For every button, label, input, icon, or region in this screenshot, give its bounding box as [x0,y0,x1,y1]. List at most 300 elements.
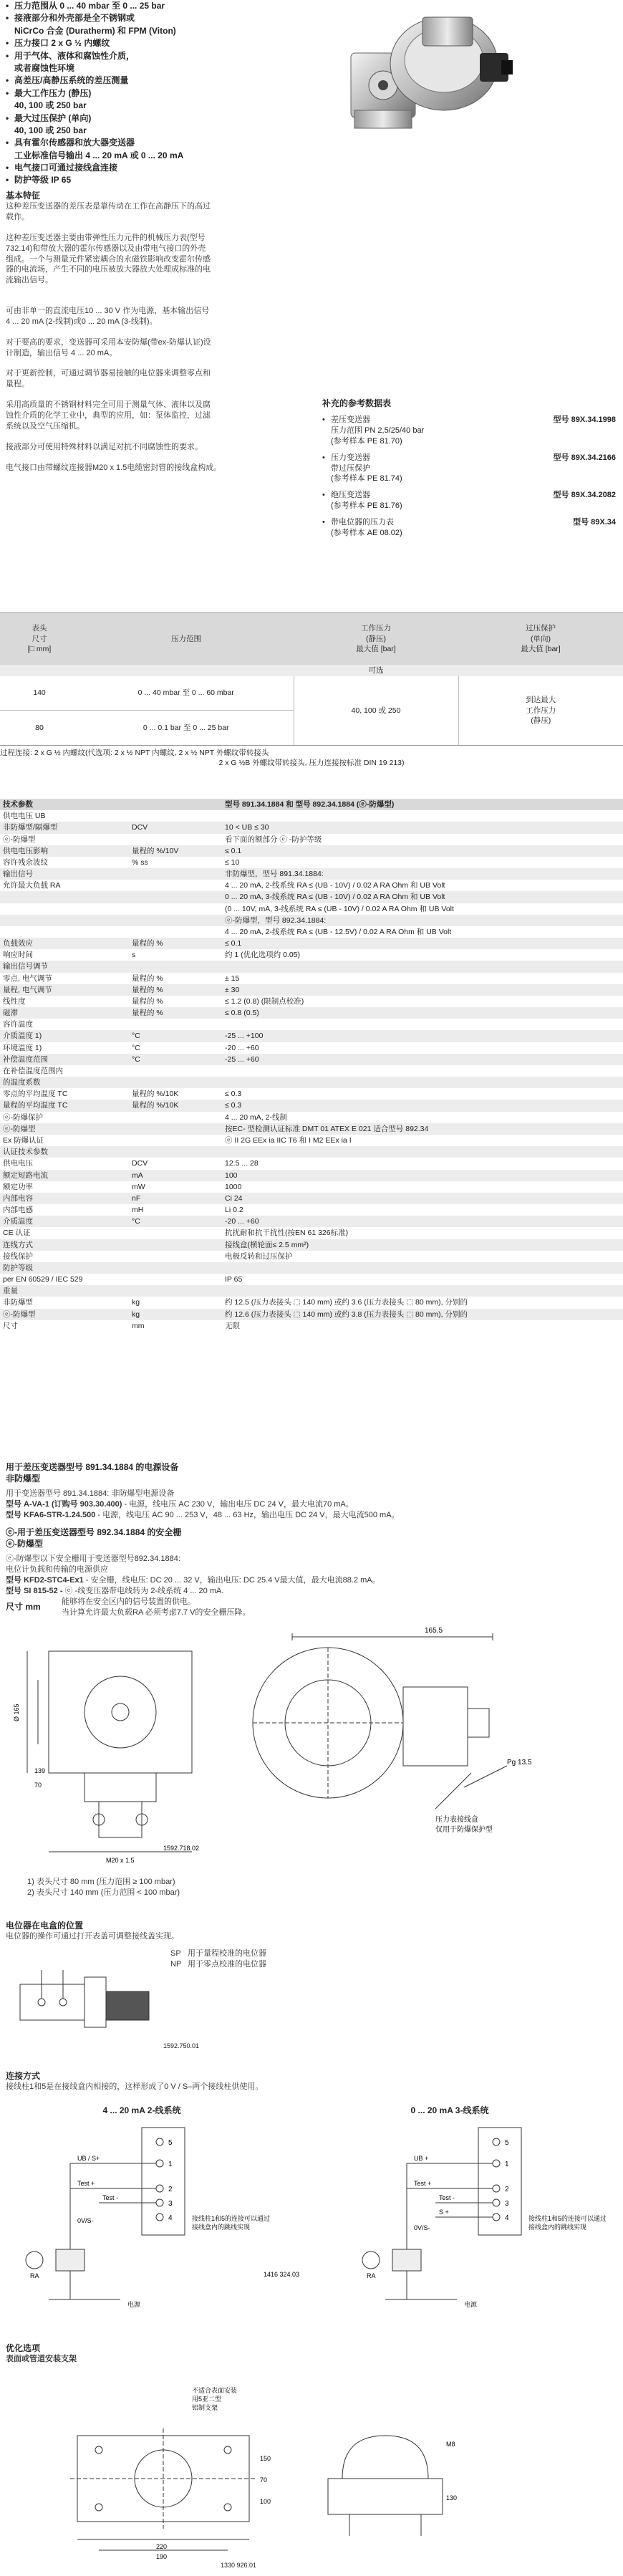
wire-label: Test + [414,2180,432,2187]
spec-cell: kg [132,1309,140,1319]
spec-cell: °C [132,1032,140,1041]
feature-text: 高差压/高静压系统的差压测量 [14,75,129,86]
spec-cell: 100 [225,1171,238,1180]
wire-label: S + [439,2209,449,2216]
spec-row [0,891,623,903]
ref-item [322,415,616,447]
dim-left: 139 [34,1767,46,1774]
spec-cell: 0 ... 20 mA, 3-线系统 RA ≤ (UB - 10V) / 0.02 A RA Ohm 和 UB Volt [225,893,445,902]
bracket-label: 铝制支架 [192,2404,218,2411]
spec-cell [0,915,129,926]
terminal-number: 2 [505,2186,509,2193]
spec-row [0,903,623,915]
spec-cell: 非防爆型 [3,1298,33,1307]
dim-note-mark: 2) [27,1888,34,1897]
spec-row [0,1019,623,1030]
basic-line: 可由非单一的直流电压10 ... 30 V 作为电源，基本输出信号 [6,307,210,316]
feature-text: 压力范围从 0 ... 40 mbar 至 0 ... 25 bar [14,1,165,11]
spec-cell [0,903,129,915]
spec-cell: 接线盒(横轮面≤ 2.5 mm²) [225,1240,309,1249]
drawing-number: 1416 324.03 [264,2271,300,2278]
spec-row [0,1181,623,1193]
feature-sub: NiCrCo 合金 (Duratherm) 和 FPM (Viton) [14,25,176,36]
wiring-desc: 接线柱1和5是在接线盒内相接的，这样形成了0 V / S–两个接线柱供使用。 [6,2082,264,2092]
feature-text: 压力接口 2 x G ½ 内螺纹 [14,38,110,49]
spec-cell: ≤ 10 [225,857,240,867]
terminal-pin [156,2185,163,2192]
terminal-pin [493,2160,500,2167]
wiring-right-title: 0 ... 20 mA 3-线系统 [410,2105,489,2115]
spec-cell [129,1274,222,1285]
spec-cell: °C [132,1043,140,1052]
wiring-title: 连接方式 [6,2071,41,2081]
col-overload: 过压保护 (单向) 最大值 [bar] [521,624,561,653]
spec-cell: Li 0.2 [225,1206,243,1215]
spec-cell: 量程的 % [132,996,163,1006]
spec-cell [129,1227,222,1239]
ref-model: 型号 89X.34 [573,517,616,527]
spec-cell: 量程, 电气调节 [3,985,52,994]
spec-row [0,1227,623,1239]
spec-cell: 按EC- 型检测认证标准 DMT 01 ATEX E 021 适合型号 892.34 [225,1124,429,1133]
spec-cell: CE 认证 [3,1229,31,1238]
basic-features [6,190,321,473]
feature-sub: 40, 100 或 250 bar [14,100,87,111]
col-range: 压力范围 [171,634,201,643]
dim-note [27,1888,180,1898]
spec-cell [129,903,222,915]
bracket-label: 190 [156,2553,168,2560]
spec-cell: ≤ 1.2 (0.8) (限制点校准) [225,996,304,1006]
spec-row [0,984,623,996]
spec-cell: 供电电压 UB [3,812,46,821]
terminal-number: 4 [505,2214,509,2222]
spec-cell [129,1065,222,1077]
pot-drawing [13,1963,199,2049]
spec-cell: °C [132,1217,140,1226]
spec-cell: ⓔ-防爆型 [3,835,36,844]
spec-row [0,1146,623,1158]
basic-line: 组成。一个与测量元件紧密耦合的永磁铁影响改变霍尔传感 [6,254,211,264]
row-range: 0 ... 0.1 bar 至 0 ... 25 bar [143,723,229,732]
spec-cell: 1000 [225,1182,242,1191]
ex-intro: ⓔ-防爆型以下安全栅用于变送器型号892.34.1884: [6,1554,180,1564]
spec-cell [0,891,129,903]
spec-cell: (0 ... 10V, mA, 3-线系统 RA ≤ (UB - 10V) / 0.02 A RA Ohm 和 UB Volt [225,904,454,913]
spec-cell: 连线方式 [3,1240,33,1249]
pot-title: 电位器在电盒的位置 [6,1921,84,1931]
spec-cell: 量程的 %/10K [132,1101,179,1110]
spec-header-right: 型号 891.34.1884 和 型号 892.34.1884 (ⓔ-防爆型) [225,800,395,809]
power-intro: 用于变送器型号 891.34.1884: 非防爆型电源设备 [6,1489,175,1499]
spec-cell: 供电电压 [3,1159,33,1168]
ref-item [322,453,616,485]
basic-line: 器的电流场，产生不同的电压被放大器放大处理成标准的电 [6,265,211,274]
terminal-number: 5 [168,2139,173,2147]
spec-cell [129,1146,222,1158]
dim-note-mark: 1) [27,1878,34,1886]
spec-row [0,1123,623,1135]
spec-cell: 环境温度 1) [3,1043,42,1052]
spec-row [0,857,623,868]
terminal-pin [493,2138,500,2145]
col-work: 工作压力 (静压) 最大值 [bar] [356,624,396,653]
spec-row [0,1170,623,1181]
spec-row [0,822,623,833]
power-title: 用于差压变送器型号 891.34.1884 的电源设备 [6,1462,179,1472]
spec-row [0,1054,623,1065]
feature-item [6,0,321,12]
reference-datasheets [322,398,616,539]
bullet-icon: • [322,415,325,425]
refs-title: 补充的参考数据表 [322,398,392,408]
ref-item [322,517,616,539]
terminal-pin [156,2138,163,2145]
feature-item [6,75,321,87]
basic-line: 采用高质量的不锈钢材料完全可用于测量气体、液体以及腐 [6,400,211,410]
terminal-pin [493,2214,500,2221]
ex-line [6,1586,622,1597]
spec-cell: ⓔ II 2G EEx ia IIC T6 和 I M2 EEx ia I [225,1135,352,1145]
spec-row [0,845,623,857]
feature-item [6,37,321,49]
spec-cell: ⓔ-防爆保护 [3,1112,43,1122]
pot-text: 用于零点校准的电位器 [188,1959,266,1969]
feature-item [6,50,321,75]
spec-row [0,810,623,822]
spec-row [0,1100,623,1111]
wire-note: 接线盒内的跳线实现 [192,2224,251,2231]
wire-note: 接线柱1和5的连接可以通过 [192,2215,271,2222]
spec-row [0,1216,623,1227]
feature-item [6,87,321,112]
spec-cell: -25 ... +60 [225,1054,259,1064]
feature-item [6,162,321,174]
spec-cell: 约 1 (优化选项约 0.05) [225,951,301,960]
wire-label: UB / S+ [77,2155,100,2162]
feature-sub: 工业标准信号输出 4 ... 20 mA 或 0 ... 20 mA [14,150,184,160]
overload-value: 到达最大 工作压力 (静压) [458,676,623,745]
spec-cell: 响应时间 [3,951,33,960]
bullet-icon: • [322,517,325,527]
optional-label: 可选 [368,665,384,675]
spec-cell: mm [132,1321,145,1330]
spec-cell [129,880,222,891]
spec-cell: 介质温度 [3,1217,33,1226]
basic-line [6,453,321,463]
spec-cell [129,926,222,938]
spec-cell: 在补偿温度范围内 [3,1066,63,1075]
spec-cell: 量程的 % [132,939,163,948]
terminal-pin [156,2160,163,2167]
basic-line [6,223,321,233]
ex-line-note: 能够将在安全区内的信号装置的供电。 [62,1597,195,1606]
spec-cell: ≤ 0.1 [225,846,242,855]
spec-cell [222,1019,623,1030]
spec-cell: DCV [132,823,148,832]
options [6,2342,622,2572]
spec-cell: 量程的 %/10V [132,846,179,855]
spec-row [0,1285,623,1297]
wire-label: Test - [439,2194,455,2201]
spec-row [0,1112,623,1123]
terminal-number: 3 [168,2200,173,2208]
spec-cell: 认证技术参数 [3,1148,48,1157]
spec-cell: 供电电压影响 [3,846,48,855]
bullet-icon: • [322,453,325,462]
spec-cell [222,1065,623,1077]
spec-cell: % ss [132,857,148,867]
load-label: RA [367,2272,376,2279]
bracket-label: 150 [260,2455,271,2462]
pressure-range-table [0,612,623,768]
spec-row [0,949,623,961]
dim-left: Ø 165 [13,1703,20,1721]
spec-cell: per EN 60529 / IEC 529 [3,1275,83,1284]
bracket-label: 70 [260,2476,268,2484]
wire-label: Test + [77,2180,95,2187]
spec-cell: 内部电感 [3,1206,33,1215]
basic-line [6,286,321,296]
spec-cell [222,1262,623,1274]
spec-cell: -25 ... +100 [225,1032,264,1041]
spec-cell: ≤ 0.3 [225,1090,242,1099]
dimension-drawing [6,1615,622,1873]
spec-cell [129,810,222,822]
spec-row [0,1158,623,1169]
spec-cell: 尺寸 [3,1321,18,1330]
col-size: 表头 尺寸 [□ mm] [27,624,52,653]
ref-name: 压力变送器 [331,453,370,462]
basic-title: 基本特征 [6,191,41,201]
power-supply [6,1461,622,1618]
spec-cell [129,891,222,903]
basic-line: 对于要高的要求，变送器可采用本安防爆(带ex-防爆认证)设 [6,337,211,347]
spec-row [0,1274,623,1285]
spec-row [0,1077,623,1088]
ref-desc2: (参考样本 PE 81.76) [331,501,402,511]
terminal-pin [156,2199,163,2206]
spec-cell: 看下面的额部分 ⓔ -防护等级 [225,835,322,844]
spec-cell [222,1146,623,1158]
basic-line [6,296,321,306]
ref-desc2: (参考样本 PE 81.74) [331,474,402,484]
spec-cell: 补偿温度范围 [3,1054,48,1064]
wire-label: Test - [102,2194,119,2201]
dim-note [27,1877,180,1888]
basic-line: 这种差压变送器的差压表是靠传动在工作在高静压下的高过 [6,202,211,211]
wire-label: 电源 [464,2301,478,2308]
spec-row [0,1204,623,1216]
drawing-number: 1330 926.01 [221,2562,257,2569]
spec-cell: 防护等级 [3,1263,33,1272]
ref-name: 带电位器的压力表 [331,517,394,527]
power-desc: - 电源，线电压 AC 90 ... 253 V，48 ... 63 Hz，输出电压 DC 24 V，最大电流500 mA。 [95,1511,400,1520]
spec-cell: s [132,951,136,960]
spec-cell: mA [132,1171,143,1180]
spec-cell: 量程的 % [132,974,163,983]
spec-cell: ± 30 [225,985,240,994]
wire-note: 接线盒内的跳线实现 [528,2224,587,2231]
product-photo [337,3,516,146]
connection-note: 过程连接: 2 x G ½ 内螺纹(代选项: 2 x ½ NPT 内螺纹, 2 x ½ NPT 外螺纹带转接头 [0,748,269,757]
bracket-label: 用5亚二型 [192,2395,222,2403]
terminal-number: 4 [168,2214,173,2222]
spec-cell: DCV [132,1159,148,1168]
feature-text: 具有霍尔传感器和放大器变送器 [14,138,135,148]
pot-item [170,1948,266,1959]
spec-cell: 零点, 电气调节 [3,974,52,983]
row-size: 80 [35,723,44,732]
spec-cell: mW [132,1182,145,1191]
ref-name: 差压变送器 [331,415,370,425]
spec-row [0,1007,623,1019]
basic-line: 流输出信号。 [6,276,53,285]
spec-cell [129,1251,222,1262]
wire-label: UB + [414,2155,429,2162]
spec-cell [129,1019,222,1030]
basic-line: 对于更新控制，可通过调节器易接触的电位器来调整零点和 [6,369,211,378]
terminal-number: 5 [505,2139,509,2147]
load-label: RA [30,2272,39,2279]
spec-cell: 接线保护 [3,1251,33,1261]
basic-line: 蚀性介质的化学工业中，典型的应用，如：泵体监控，过滤 [6,411,211,420]
bracket-label: 130 [446,2494,458,2501]
spec-row [0,938,623,949]
feature-item [6,174,321,186]
spec-row [0,973,623,984]
spec-cell: 额定短路电流 [3,1171,48,1180]
spec-cell: 零点的平均温度 TC [3,1090,68,1099]
refs-list [322,415,616,538]
spec-cell [222,961,623,972]
row-range: 0 ... 40 mbar 至 0 ... 60 mbar [137,688,234,698]
spec-cell [129,1285,222,1297]
spec-cell: ± 15 [225,974,240,983]
dim-note-text: 表头尺寸 80 mm (压力范围 ≥ 100 mbar) [36,1878,175,1886]
feature-text: 最大工作压力 (静压) [14,87,92,98]
spec-cell: 非防爆型/隔爆型 [3,823,58,832]
spec-cell: -20 ... +60 [225,1043,259,1052]
ex-desc: - 安全栅，线电压: DC 20 ... 32 V，输出电压: DC 25.4 V最大值，最大电流88.2 mA。 [83,1575,380,1585]
feature-text: 防护等级 IP 65 [14,175,72,186]
bullet-icon: • [322,491,325,500]
spec-cell: ≤ 0.8 (0.5) [225,1009,259,1018]
spec-cell: 量程的平均温度 TC [3,1101,68,1110]
drawing-number: 1592.718.02 [163,1845,200,1852]
dims-title: 尺寸 mm [6,1602,41,1612]
ref-desc2: (参考样本 AE 08.02) [331,528,402,537]
spec-cell: 负载效应 [3,939,33,948]
spec-cell: 容许温度 [3,1020,33,1029]
spec-cell [129,1123,222,1135]
bracket-label: 220 [156,2543,168,2550]
spec-row [0,961,623,972]
wiring [6,2070,622,2328]
terminal-number: 3 [505,2200,509,2208]
feature-sub: 或者腐蚀性环境 [14,62,75,73]
spec-cell: 磁滞 [3,1009,18,1018]
terminal-number: 1 [505,2161,509,2168]
row-size: 140 [33,688,46,698]
spec-cell: 电极反转和过压保护 [225,1251,293,1261]
spec-cell: 抗扰耐和抗干扰性(按EN 61 326标准) [225,1229,349,1238]
feature-list [6,0,321,187]
spec-row [0,996,623,1007]
spec-row [0,868,623,880]
spec-row [0,926,623,938]
spec-cell [129,1135,222,1146]
spec-cell: 量程的 % [132,985,163,994]
spec-cell: 重量 [3,1287,18,1296]
basic-line: 电气接口由带螺纹连接器M20 x 1.5电缆密封管的接线盒构成。 [6,463,222,472]
ex-title: ⓔ-用于差压变送器型号 892.34.1884 的安全栅 [6,1527,182,1537]
potentiometer-position [6,1920,622,2056]
feature-text: 最大过压保护 (单向) [14,112,92,123]
pot-text: 用于量程校准的电位器 [188,1949,266,1958]
spec-cell: 4 ... 20 mA, 2-线系统 RA ≤ (UB - 10V) / 0.02 A RA Ohm 和 UB Volt [225,881,445,890]
spec-cell [222,810,623,822]
dimensions [6,1601,622,1902]
bracket-label: 100 [260,2498,271,2505]
ref-model: 型号 89X.34.1998 [553,415,616,425]
dim-label: 压力表接线盒 [435,1816,478,1824]
spec-row [0,915,623,926]
spec-cell: ⓔ-防爆型，型号 892.34.1884: [225,915,327,925]
power-desc: - 电源，线电压 AC 230 V，输出电压 DC 24 V，最大电流70 mA。 [122,1500,354,1509]
spec-cell: ≤ 0.3 [225,1101,242,1110]
basic-line: 载作。 [6,213,29,222]
ref-desc2: (参考样本 PE 81.70) [331,436,402,446]
spec-row [0,1030,623,1042]
basic-line: 4 ... 20 mA (2-线制)或0 ... 20 mA (3-线制)。 [6,317,158,326]
feature-item [6,112,321,138]
terminal-pin [156,2214,163,2221]
pot-desc: 电位器的操作可通过打开表盖可调整接线盖实现。 [6,1932,179,1941]
feature-sub: 40, 100 或 250 bar [14,125,87,135]
ex-model: 型号 KFD2-STC4-Ex1 [6,1575,84,1585]
basic-line [6,327,321,337]
spec-cell [129,868,222,880]
bracket-label: 不适合表面安装 [192,2387,238,2394]
feature-text: 接液部分和外壳部是全不锈钢或 [14,13,135,24]
spec-cell [222,1285,623,1297]
spec-row [0,1262,623,1274]
basic-line: 732.14)和带放大器的霍尔传感器以及由带电气接口的外壳 [6,244,206,253]
spec-row [0,1251,623,1262]
pot-code: NP [170,1959,182,1969]
wire-note: 接线柱1和5的连接可以通过 [528,2215,607,2222]
ex-sub: ⓔ-防爆型 [6,1539,43,1549]
spec-cell: 12.5 ... 28 [225,1159,259,1168]
spec-cell [0,926,129,938]
spec-cell: 4 ... 20 mA, 2-线制 [225,1112,287,1122]
spec-cell: Ci 24 [225,1193,243,1203]
wiring-diagram [6,2120,622,2328]
spec-row [0,1239,623,1251]
spec-cell: 量程的 % [132,1009,163,1018]
spec-cell: 线性度 [3,996,26,1006]
spec-cell: ≤ 0.1 [225,939,242,948]
feature-text: 电气接口可通过接线盒连接 [14,163,118,173]
feature-item [6,137,321,162]
power-line [6,1510,622,1521]
ex-desc: ⓔ -线变压器带电线转为 2-线系统 4 ... 20 mA. [62,1586,224,1595]
spec-cell: 量程的 %/10K [132,1090,179,1099]
spec-row [0,1309,623,1320]
spec-cell: 介质温度 1) [3,1032,42,1041]
spec-row [0,1320,623,1332]
